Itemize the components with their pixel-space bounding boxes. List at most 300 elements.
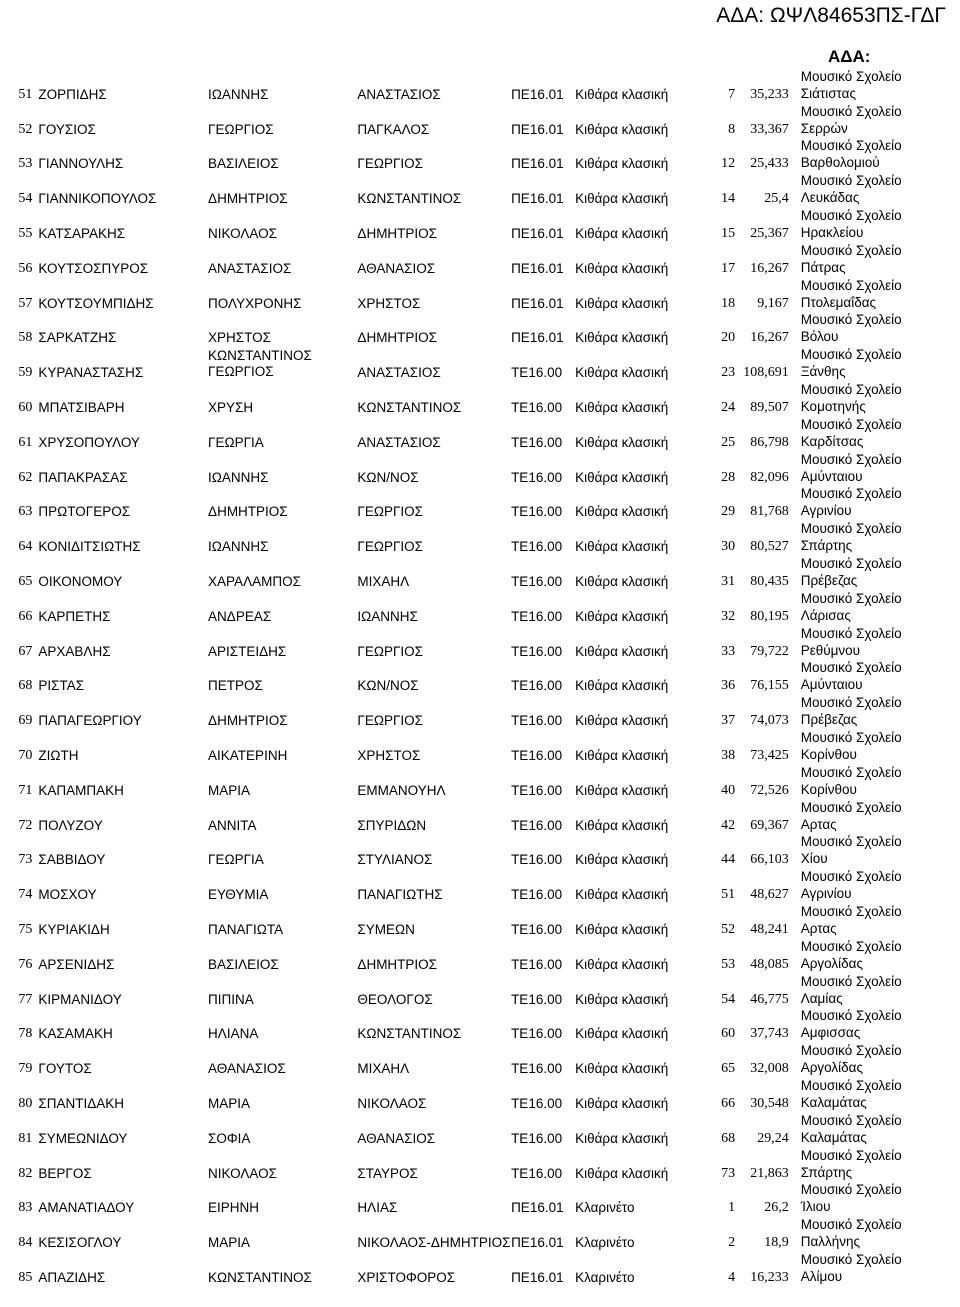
row-number: 59 [18,365,33,381]
table-row [0,311,940,346]
score-cell: 25,367 [750,225,789,241]
rank-cell: 8 [728,121,736,137]
table-row [0,1076,940,1111]
first-name-cell: ΜΑΡΙΑ [208,1095,251,1111]
instrument-cell: Κιθάρα κλασική [575,504,669,520]
school-cell [793,1181,940,1216]
score-cell: 80,195 [750,608,789,624]
surname-cell: ΣΑΒΒΙΔΟΥ [38,852,106,868]
rank-cell: 44 [721,852,736,868]
surname-cell: ΑΜΑΝΑΤΙΑΔΟΥ [38,1200,135,1216]
school-city: Βαρθολομιού [800,155,880,171]
category-cell: ΠΕ16.01 [511,191,564,207]
instrument-cell: Κιθάρα κλασική [575,399,669,415]
table-row [0,624,940,659]
father-name-cell: ΕΜΜΑΝΟΥΗΛ [357,782,446,798]
school-cell [793,450,940,485]
surname-cell: ΠΡΩΤΟΓΕΡΟΣ [38,504,131,520]
instrument-cell: Κιθάρα κλασική [575,991,669,1007]
surname-cell: ΚΟΥΤΣΟΣΠΥΡΟΣ [38,260,149,276]
instrument-cell: Κιθάρα κλασική [575,678,669,694]
school-prefix: Μουσικό Σχολείο [800,903,902,919]
school-cell [793,485,940,520]
candidates-table [0,67,940,1285]
score-cell: 35,233 [750,86,789,102]
school-cell [793,311,940,346]
table-row [0,345,940,380]
rank-cell: 38 [721,747,736,763]
category-cell: ΤΕ16.00 [511,1165,563,1181]
school-city: Πτολεμαΐδας [800,294,877,310]
school-city: Καλαμάτας [800,1129,867,1145]
table-row [0,937,940,972]
score-cell: 89,507 [750,399,789,415]
rank-cell: 12 [721,156,736,172]
school-prefix: Μουσικό Σχολείο [800,312,902,328]
rank-cell: 65 [721,1061,736,1077]
score-cell: 69,367 [750,817,789,833]
row-number: 77 [18,991,33,1007]
row-number: 80 [18,1095,33,1111]
score-cell: 26,2 [764,1200,789,1216]
father-name-cell: ΠΑΝΑΓΙΩΤΗΣ [357,887,443,903]
category-cell: ΤΕ16.00 [511,434,563,450]
table-row [0,1007,940,1042]
rank-cell: 53 [721,956,736,972]
score-cell: 76,155 [750,678,789,694]
first-name-cell: ΒΑΣΙΛΕΙΟΣ [208,156,279,172]
school-cell [793,137,940,172]
school-prefix: Μουσικό Σχολείο [800,625,902,641]
school-prefix: Μουσικό Σχολείο [800,938,902,954]
category-cell: ΠΕ16.01 [511,121,564,137]
row-number: 62 [18,469,33,485]
school-prefix: Μουσικό Σχολείο [800,764,902,780]
table-row [0,728,940,763]
rank-cell: 15 [721,225,736,241]
rank-cell: 51 [721,887,736,903]
category-cell: ΠΕ16.01 [511,1269,564,1285]
surname-cell: ΣΠΑΝΤΙΔΑΚΗ [38,1095,125,1111]
table-row [0,67,940,102]
school-city: Κορίνθου [800,781,857,797]
father-name-cell: ΝΙΚΟΛΑΟΣ [357,1095,427,1111]
category-cell: ΤΕ16.00 [511,1026,563,1042]
school-cell [793,972,940,1007]
surname-cell: ΚΟΥΤΣΟΥΜΠΙΔΗΣ [38,295,154,311]
instrument-cell: Κιθάρα κλασική [575,86,669,102]
school-city: Πρέβεζας [800,572,858,588]
score-cell: 16,267 [750,330,789,346]
row-number: 71 [18,782,33,798]
row-number: 58 [18,330,33,346]
score-cell: 46,775 [750,991,789,1007]
surname-cell: ΑΡΧΑΒΛΗΣ [38,643,111,659]
score-cell: 37,743 [750,1026,789,1042]
school-prefix: Μουσικό Σχολείο [800,555,902,571]
table-row [0,519,940,554]
first-name-cell: ΜΑΡΙΑ [208,1235,251,1251]
school-city: Σπάρτης [800,538,853,554]
first-name-cell: ΓΕΩΡΓΙΟΣ [208,121,274,137]
first-name-cell: ΔΗΜΗΤΡΙΟΣ [208,504,288,520]
school-prefix: Μουσικό Σχολείο [800,521,902,537]
category-cell: ΤΕ16.00 [511,921,563,937]
father-name-cell: ΑΝΑΣΤΑΣΙΟΣ [357,86,441,102]
category-cell: ΤΕ16.00 [511,539,563,555]
instrument-cell: Κιθάρα κλασική [575,121,669,137]
surname-cell: ΠΑΠΑΓΕΩΡΓΙΟΥ [38,713,142,729]
surname-cell: ΚΑΠΑΜΠΑΚΗ [38,782,124,798]
row-number: 54 [18,191,33,207]
rank-cell: 42 [721,817,736,833]
table-row [0,1146,940,1181]
first-name-cell: ΧΑΡΑΛΑΜΠΟΣ [208,573,301,589]
school-cell [793,1007,940,1042]
row-number: 81 [18,1130,33,1146]
instrument-cell: Κιθάρα κλασική [575,713,669,729]
row-number: 51 [18,86,33,102]
school-prefix: Μουσικό Σχολείο [800,1147,902,1163]
row-number: 57 [18,295,33,311]
father-name-cell: ΓΕΩΡΓΙΟΣ [357,643,423,659]
father-name-cell: ΣΠΥΡΙΔΩΝ [357,817,427,833]
rank-cell: 66 [721,1095,736,1111]
first-name-cell: ΧΡΥΣΗ [208,399,254,415]
instrument-cell: Κιθάρα κλασική [575,573,669,589]
first-name-cell: ΔΗΜΗΤΡΙΟΣ [208,713,288,729]
school-cell [793,171,940,206]
school-cell [793,798,940,833]
surname-cell: ΓΙΑΝΝΟΥΛΗΣ [38,156,124,172]
row-number: 78 [18,1026,33,1042]
father-name-cell: ΓΕΩΡΓΙΟΣ [357,713,423,729]
rank-cell: 37 [721,713,736,729]
instrument-cell: Κιθάρα κλασική [575,1095,669,1111]
instrument-cell: Κιθάρα κλασική [575,956,669,972]
school-cell [793,241,940,276]
category-cell: ΤΕ16.00 [511,747,563,763]
category-cell: ΤΕ16.00 [511,1095,563,1111]
score-cell: 16,267 [750,260,789,276]
row-number: 72 [18,817,33,833]
school-city: Αγρινίου [800,503,852,519]
score-cell: 79,722 [750,643,789,659]
instrument-cell: Κιθάρα κλασική [575,887,669,903]
category-cell: ΤΕ16.00 [511,608,563,624]
instrument-cell: Κιθάρα κλασική [575,539,669,555]
first-name-cell: ΠΕΤΡΟΣ [208,678,263,694]
school-city: Αρτας [800,920,837,936]
surname-cell: ΠΑΠΑΚΡΑΣΑΣ [38,469,128,485]
father-name-cell: ΣΥΜΕΩΝ [357,921,415,937]
surname-cell: ΚΑΣΑΜΑΚΗ [38,1026,113,1042]
category-cell: ΤΕ16.00 [511,678,563,694]
surname-cell: ΒΕΡΓΟΣ [38,1165,92,1181]
school-city: Χίου [800,851,828,867]
school-prefix: Μουσικό Σχολείο [800,138,902,154]
father-name-cell: ΣΤΥΛΙΑΝΟΣ [357,852,433,868]
school-city: Αλίμου [800,1268,843,1284]
category-cell: ΤΕ16.00 [511,991,563,1007]
category-cell: ΠΕ16.01 [511,1200,564,1216]
row-number: 52 [18,121,33,137]
school-city: Ίλιου [800,1199,831,1215]
first-name-cell: ΕΙΡΗΝΗ [208,1200,260,1216]
table-row [0,485,940,520]
row-number: 75 [18,921,33,937]
surname-cell: ΧΡΥΣΟΠΟΥΛΟΥ [38,434,140,450]
school-city: Ρεθύμνου [800,642,861,658]
first-name-cell: ΔΗΜΗΤΡΙΟΣ [208,191,288,207]
school-prefix: Μουσικό Σχολείο [800,242,902,258]
school-cell [793,67,940,102]
school-city: Πρέβεζας [800,712,858,728]
instrument-cell: Κιθάρα κλασική [575,434,669,450]
father-name-cell: ΔΗΜΗΤΡΙΟΣ [357,956,438,972]
rank-cell: 18 [721,295,736,311]
score-cell: 21,863 [750,1165,789,1181]
father-name-cell: ΠΑΓΚΑΛΟΣ [357,121,430,137]
school-prefix: Μουσικό Σχολείο [800,1251,902,1267]
table-row [0,206,940,241]
surname-cell: ΣΑΡΚΑΤΖΗΣ [38,330,117,346]
school-cell [793,206,940,241]
instrument-cell: Κιθάρα κλασική [575,330,669,346]
school-prefix: Μουσικό Σχολείο [800,486,902,502]
father-name-cell: ΓΕΩΡΓΙΟΣ [357,504,423,520]
row-number: 79 [18,1061,33,1077]
category-cell: ΤΕ16.00 [511,643,563,659]
rank-cell: 25 [721,434,736,450]
school-prefix: Μουσικό Σχολείο [800,799,902,815]
category-cell: ΤΕ16.00 [511,399,563,415]
school-cell [793,624,940,659]
score-cell: 16,233 [750,1269,789,1285]
father-name-cell: ΑΝΑΣΤΑΣΙΟΣ [357,434,441,450]
category-cell: ΤΕ16.00 [511,713,563,729]
school-city: Αμύνταιου [800,468,863,484]
first-name-cell: ΣΟΦΙΑ [208,1130,251,1146]
score-cell: 66,103 [750,852,789,868]
category-cell: ΤΕ16.00 [511,817,563,833]
school-cell [793,1041,940,1076]
school-cell [793,276,940,311]
score-cell: 73,425 [750,747,789,763]
school-cell [793,519,940,554]
instrument-cell: Κιθάρα κλασική [575,1130,669,1146]
father-name-cell: ΜΙΧΑΗΛ [357,573,410,589]
first-name-cell: ΠΟΛΥΧΡΟΝΗΣ [208,295,302,311]
school-prefix: Μουσικό Σχολείο [800,207,902,223]
instrument-cell: Κιθάρα κλασική [575,365,669,381]
school-prefix: Μουσικό Σχολείο [800,416,902,432]
row-number: 55 [18,225,33,241]
school-cell [793,415,940,450]
row-number: 60 [18,399,33,415]
table-row [0,137,940,172]
rank-cell: 17 [721,260,736,276]
category-cell: ΠΕ16.01 [511,225,564,241]
school-cell [793,554,940,589]
school-city: Πάτρας [800,259,846,275]
score-cell: 32,008 [750,1061,789,1077]
rank-cell: 52 [721,921,736,937]
table-row [0,833,940,868]
score-cell: 80,527 [750,539,789,555]
father-name-cell: ΝΙΚΟΛΑΟΣ-ΔΗΜΗΤΡΙΟΣ [357,1235,511,1251]
rank-cell: 4 [728,1269,736,1285]
instrument-cell: Κιθάρα κλασική [575,260,669,276]
surname-cell: ΓΟΥΤΟΣ [38,1061,92,1077]
school-prefix: Μουσικό Σχολείο [800,1217,902,1233]
score-cell: 74,073 [750,713,789,729]
surname-cell: ΑΡΣΕΝΙΔΗΣ [38,956,115,972]
father-name-cell: ΚΩΝΣΤΑΝΤΙΝΟΣ [357,191,462,207]
first-name-cell: ΒΑΣΙΛΕΙΟΣ [208,956,279,972]
rank-cell: 1 [728,1200,736,1216]
row-number: 61 [18,434,33,450]
instrument-cell: Κιθάρα κλασική [575,156,669,172]
surname-cell: ΜΟΣΧΟΥ [38,887,97,903]
table-row [0,554,940,589]
father-name-cell: ΑΘΑΝΑΣΙΟΣ [357,1130,436,1146]
instrument-cell: Κιθάρα κλασική [575,1165,669,1181]
school-cell [793,867,940,902]
school-city: Σιάτιστας [800,85,856,101]
surname-cell: ΖΙΩΤΗ [38,747,79,763]
table-row [0,867,940,902]
row-number: 63 [18,504,33,520]
score-cell: 30,548 [750,1095,789,1111]
school-prefix: Μουσικό Σχολείο [800,1112,902,1128]
instrument-cell: Κιθάρα κλασική [575,643,669,659]
first-name-cell: ΑΝΑΣΤΑΣΙΟΣ [208,260,292,276]
school-cell [793,1250,940,1285]
table-row [0,1181,940,1216]
rank-cell: 24 [721,399,736,415]
category-cell: ΤΕ16.00 [511,852,563,868]
rank-cell: 33 [721,643,736,659]
school-cell [793,833,940,868]
school-city: Ξάνθης [800,364,846,380]
school-cell [793,1111,940,1146]
table-row [0,798,940,833]
category-cell: ΤΕ16.00 [511,469,563,485]
rank-cell: 30 [721,539,736,555]
row-number: 65 [18,573,33,589]
father-name-cell: ΘΕΟΛΟΓΟΣ [357,991,433,1007]
first-name-cell: ΚΩΝΣΤΑΝΤΙΝΟΣ [208,1269,312,1285]
first-name-cell: ΑΝΝΙΤΑ [208,817,257,833]
row-number: 69 [18,713,33,729]
father-name-cell: ΧΡΗΣΤΟΣ [357,747,421,763]
instrument-cell: Κιθάρα κλασική [575,1061,669,1077]
school-cell [793,937,940,972]
school-city: Αρτας [800,816,837,832]
table-row [0,102,940,137]
school-prefix: Μουσικό Σχολείο [800,834,902,850]
first-name-cell: ΑΡΙΣΤΕΙΔΗΣ [208,643,287,659]
table-row [0,589,940,624]
category-cell: ΠΕ16.01 [511,156,564,172]
row-number: 53 [18,156,33,172]
score-cell: 48,627 [750,887,789,903]
surname-cell: ΠΟΛΥΖΟΥ [38,817,103,833]
father-name-cell: ΑΘΑΝΑΣΙΟΣ [357,260,436,276]
row-number: 67 [18,643,33,659]
ada-code: ΑΔΑ: ΩΨΛ84653ΠΣ-ΓΔΓ [716,4,946,27]
father-name-cell: ΓΕΩΡΓΙΟΣ [357,539,423,555]
father-name-cell: ΚΩΝ/ΝΟΣ [357,678,419,694]
score-cell: 18,9 [764,1235,789,1251]
school-city: Αμφισσας [800,1025,861,1041]
school-cell [793,380,940,415]
father-name-cell: ΣΤΑΥΡΟΣ [357,1165,418,1181]
category-cell: ΤΕ16.00 [511,1061,563,1077]
father-name-cell: ΙΩΑΝΝΗΣ [357,608,418,624]
school-cell [793,1076,940,1111]
table-row [0,693,940,728]
school-city: Καλαμάτας [800,1094,867,1110]
school-prefix: Μουσικό Σχολείο [800,381,902,397]
row-number: 85 [18,1269,33,1285]
first-name-cell: ΑΝΔΡΕΑΣ [208,608,272,624]
father-name-cell: ΓΕΩΡΓΙΟΣ [357,156,423,172]
instrument-cell: Κλαρινέτο [575,1200,635,1216]
instrument-cell: Κλαρινέτο [575,1269,635,1285]
rank-cell: 20 [721,330,736,346]
first-name-cell: ΠΙΠΙΝΑ [208,991,254,1007]
father-name-cell: ΚΩΝΣΤΑΝΤΙΝΟΣ [357,1026,462,1042]
school-cell [793,102,940,137]
ada-label: ΑΔΑ: [828,47,871,66]
school-prefix: Μουσικό Σχολείο [800,695,902,711]
instrument-cell: Κιθάρα κλασική [575,782,669,798]
school-prefix: Μουσικό Σχολείο [800,68,902,84]
school-city: Κορίνθου [800,746,857,762]
rank-cell: 73 [721,1165,736,1181]
table-row [0,1111,940,1146]
school-city: Παλλήνης [800,1234,861,1250]
category-cell: ΠΕ16.01 [511,260,564,276]
table-row [0,763,940,798]
surname-cell: ΚΑΡΠΕΤΗΣ [38,608,111,624]
school-cell [793,763,940,798]
candidates-table-body [0,67,940,1285]
father-name-cell: ΔΗΜΗΤΡΙΟΣ [357,330,438,346]
school-prefix: Μουσικό Σχολείο [800,660,902,676]
rank-cell: 2 [728,1235,736,1251]
school-cell [793,1146,940,1181]
school-city: Καρδίτσας [800,433,864,449]
first-name-cell: ΝΙΚΟΛΑΟΣ [208,225,277,241]
row-number: 84 [18,1235,33,1251]
table-row [0,902,940,937]
category-cell: ΠΕ16.01 [511,330,564,346]
instrument-cell: Κλαρινέτο [575,1235,635,1251]
score-cell: 48,085 [750,956,789,972]
rank-cell: 60 [721,1026,736,1042]
instrument-cell: Κιθάρα κλασική [575,1026,669,1042]
father-name-cell: ΜΙΧΑΗΛ [357,1061,410,1077]
first-name-cell: ΑΙΚΑΤΕΡΙΝΗ [208,747,288,763]
row-number: 70 [18,747,33,763]
father-name-cell: ΚΩΝΣΤΑΝΤΙΝΟΣ [357,399,462,415]
school-city: Αγρινίου [800,886,852,902]
surname-cell: ΚΙΡΜΑΝΙΔΟΥ [38,991,122,1007]
row-number: 73 [18,852,33,868]
